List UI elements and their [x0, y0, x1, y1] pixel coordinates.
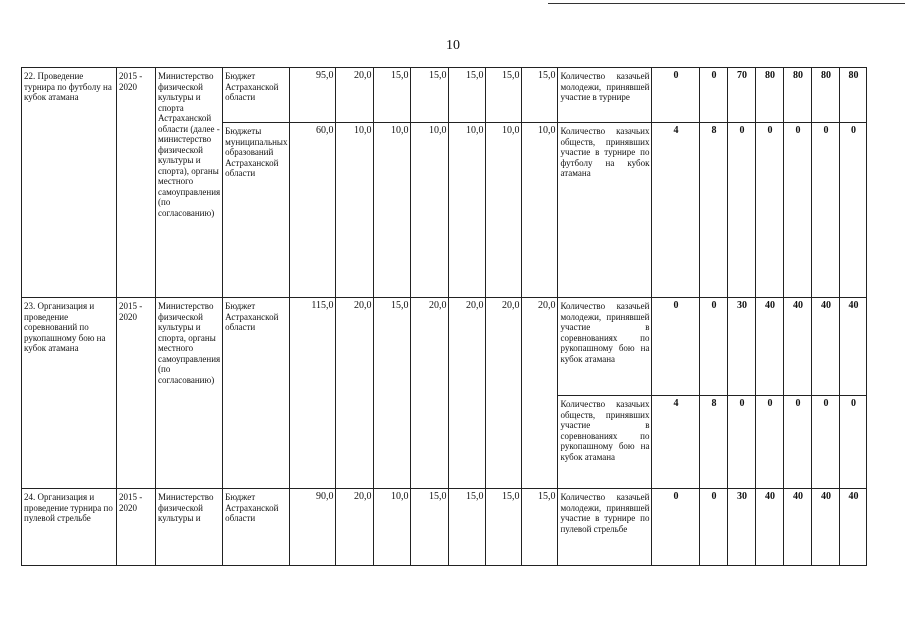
- event-executor: Министерство физической культуры и спорта Астраханской области (далее - министерство физической культуры и спорта), органы местного самоуправления (по согласованию): [156, 68, 223, 298]
- amount-2017: 15,0: [411, 489, 449, 566]
- amount-2018: 15,0: [449, 489, 486, 566]
- indicator-value: 40: [756, 298, 784, 396]
- amount-2020: 15,0: [522, 489, 558, 566]
- amount-2015: 10,0: [336, 123, 374, 298]
- funding-source: Бюджет Астраханской области: [223, 489, 290, 566]
- indicator-value: 0: [700, 298, 728, 396]
- funding-source: Бюджеты муниципальных образований Астраханской области: [223, 123, 290, 298]
- indicator-value: 0: [728, 396, 756, 489]
- amount-2020: 10,0: [522, 123, 558, 298]
- program-table: [21, 67, 894, 566]
- table-row: [22, 68, 894, 123]
- amount-2020: 15,0: [522, 68, 558, 123]
- indicator-value: 80: [784, 68, 812, 123]
- indicator-value: 0: [812, 396, 840, 489]
- event-period: 2015 - 2020: [117, 489, 156, 566]
- event-period: 2015 - 2020: [117, 68, 156, 298]
- page-number: 10: [446, 38, 460, 53]
- indicator-value: 40: [784, 298, 812, 396]
- indicator-value: 40: [812, 298, 840, 396]
- indicator-value: 0: [652, 298, 700, 396]
- amount-2017: 10,0: [411, 123, 449, 298]
- event-executor: Министерство физической культуры и: [156, 489, 223, 566]
- indicator-value: 30: [728, 298, 756, 396]
- table-row: [22, 489, 894, 566]
- amount-2016: 15,0: [374, 68, 411, 123]
- indicator-text: Количество казачьей молодежи, принявшей участие в соревнованиях по рукопашному бою на кубок атамана: [558, 298, 652, 396]
- event-executor: Министерство физической культуры и спорта, органы местного самоуправления (по согласованию): [156, 298, 223, 489]
- amount-2020: 20,0: [522, 298, 558, 489]
- indicator-value: 0: [700, 68, 728, 123]
- indicator-value: 0: [812, 123, 840, 298]
- amount-total: 115,0: [290, 298, 336, 489]
- amount-2018: 20,0: [449, 298, 486, 489]
- indicator-text: Количество казачьей молодежи, принявшей участие в турнире по пулевой стрельбе: [558, 489, 652, 566]
- indicator-value: 0: [700, 489, 728, 566]
- table-row: [22, 298, 894, 396]
- event-name: 23. Организация и проведение соревнований по рукопашному бою на кубок атамана: [22, 298, 117, 489]
- indicator-value: 40: [840, 298, 867, 396]
- indicator-value: 8: [700, 396, 728, 489]
- indicator-text: Количество казачьей молодежи, принявшей участие в турнире: [558, 68, 652, 123]
- indicator-value: 4: [652, 396, 700, 489]
- indicator-value: 40: [756, 489, 784, 566]
- amount-2016: 10,0: [374, 123, 411, 298]
- amount-2019: 15,0: [486, 68, 522, 123]
- amount-2019: 10,0: [486, 123, 522, 298]
- amount-total: 90,0: [290, 489, 336, 566]
- indicator-value: 80: [756, 68, 784, 123]
- indicator-value: 70: [728, 68, 756, 123]
- amount-2017: 15,0: [411, 68, 449, 123]
- amount-2015: 20,0: [336, 489, 374, 566]
- amount-2015: 20,0: [336, 68, 374, 123]
- indicator-value: 0: [652, 68, 700, 123]
- indicator-value: 0: [756, 123, 784, 298]
- amount-2015: 20,0: [336, 298, 374, 489]
- indicator-value: 30: [728, 489, 756, 566]
- indicator-value: 0: [784, 396, 812, 489]
- funding-source: Бюджет Астраханской области: [223, 68, 290, 123]
- indicator-value: 40: [812, 489, 840, 566]
- indicator-value: 0: [784, 123, 812, 298]
- amount-2019: 20,0: [486, 298, 522, 489]
- amount-total: 60,0: [290, 123, 336, 298]
- amount-2019: 15,0: [486, 489, 522, 566]
- indicator-value: 0: [840, 396, 867, 489]
- header-rule: [548, 3, 905, 4]
- indicator-value: 80: [840, 68, 867, 123]
- amount-2016: 10,0: [374, 489, 411, 566]
- indicator-text: Количество казачьих обществ, принявших участие в турнире по футболу на кубок атамана: [558, 123, 652, 298]
- indicator-value: 80: [812, 68, 840, 123]
- amount-2016: 15,0: [374, 298, 411, 489]
- indicator-value: 0: [840, 123, 867, 298]
- event-period: 2015 - 2020: [117, 298, 156, 489]
- indicator-value: 0: [728, 123, 756, 298]
- indicator-text: Количество казачьих обществ, принявших участие в соревнованиях по рукопашному бою на кубок атамана: [558, 396, 652, 489]
- amount-2018: 10,0: [449, 123, 486, 298]
- indicator-value: 40: [784, 489, 812, 566]
- amount-total: 95,0: [290, 68, 336, 123]
- amount-2017: 20,0: [411, 298, 449, 489]
- funding-source: Бюджет Астраханской области: [223, 298, 290, 489]
- event-name: 24. Организация и проведение турнира по пулевой стрельбе: [22, 489, 117, 566]
- indicator-value: 8: [700, 123, 728, 298]
- indicator-value: 0: [756, 396, 784, 489]
- event-name: 22. Проведение турнира по футболу на кубок атамана: [22, 68, 117, 298]
- indicator-value: 0: [652, 489, 700, 566]
- indicator-value: 4: [652, 123, 700, 298]
- amount-2018: 15,0: [449, 68, 486, 123]
- indicator-value: 40: [840, 489, 867, 566]
